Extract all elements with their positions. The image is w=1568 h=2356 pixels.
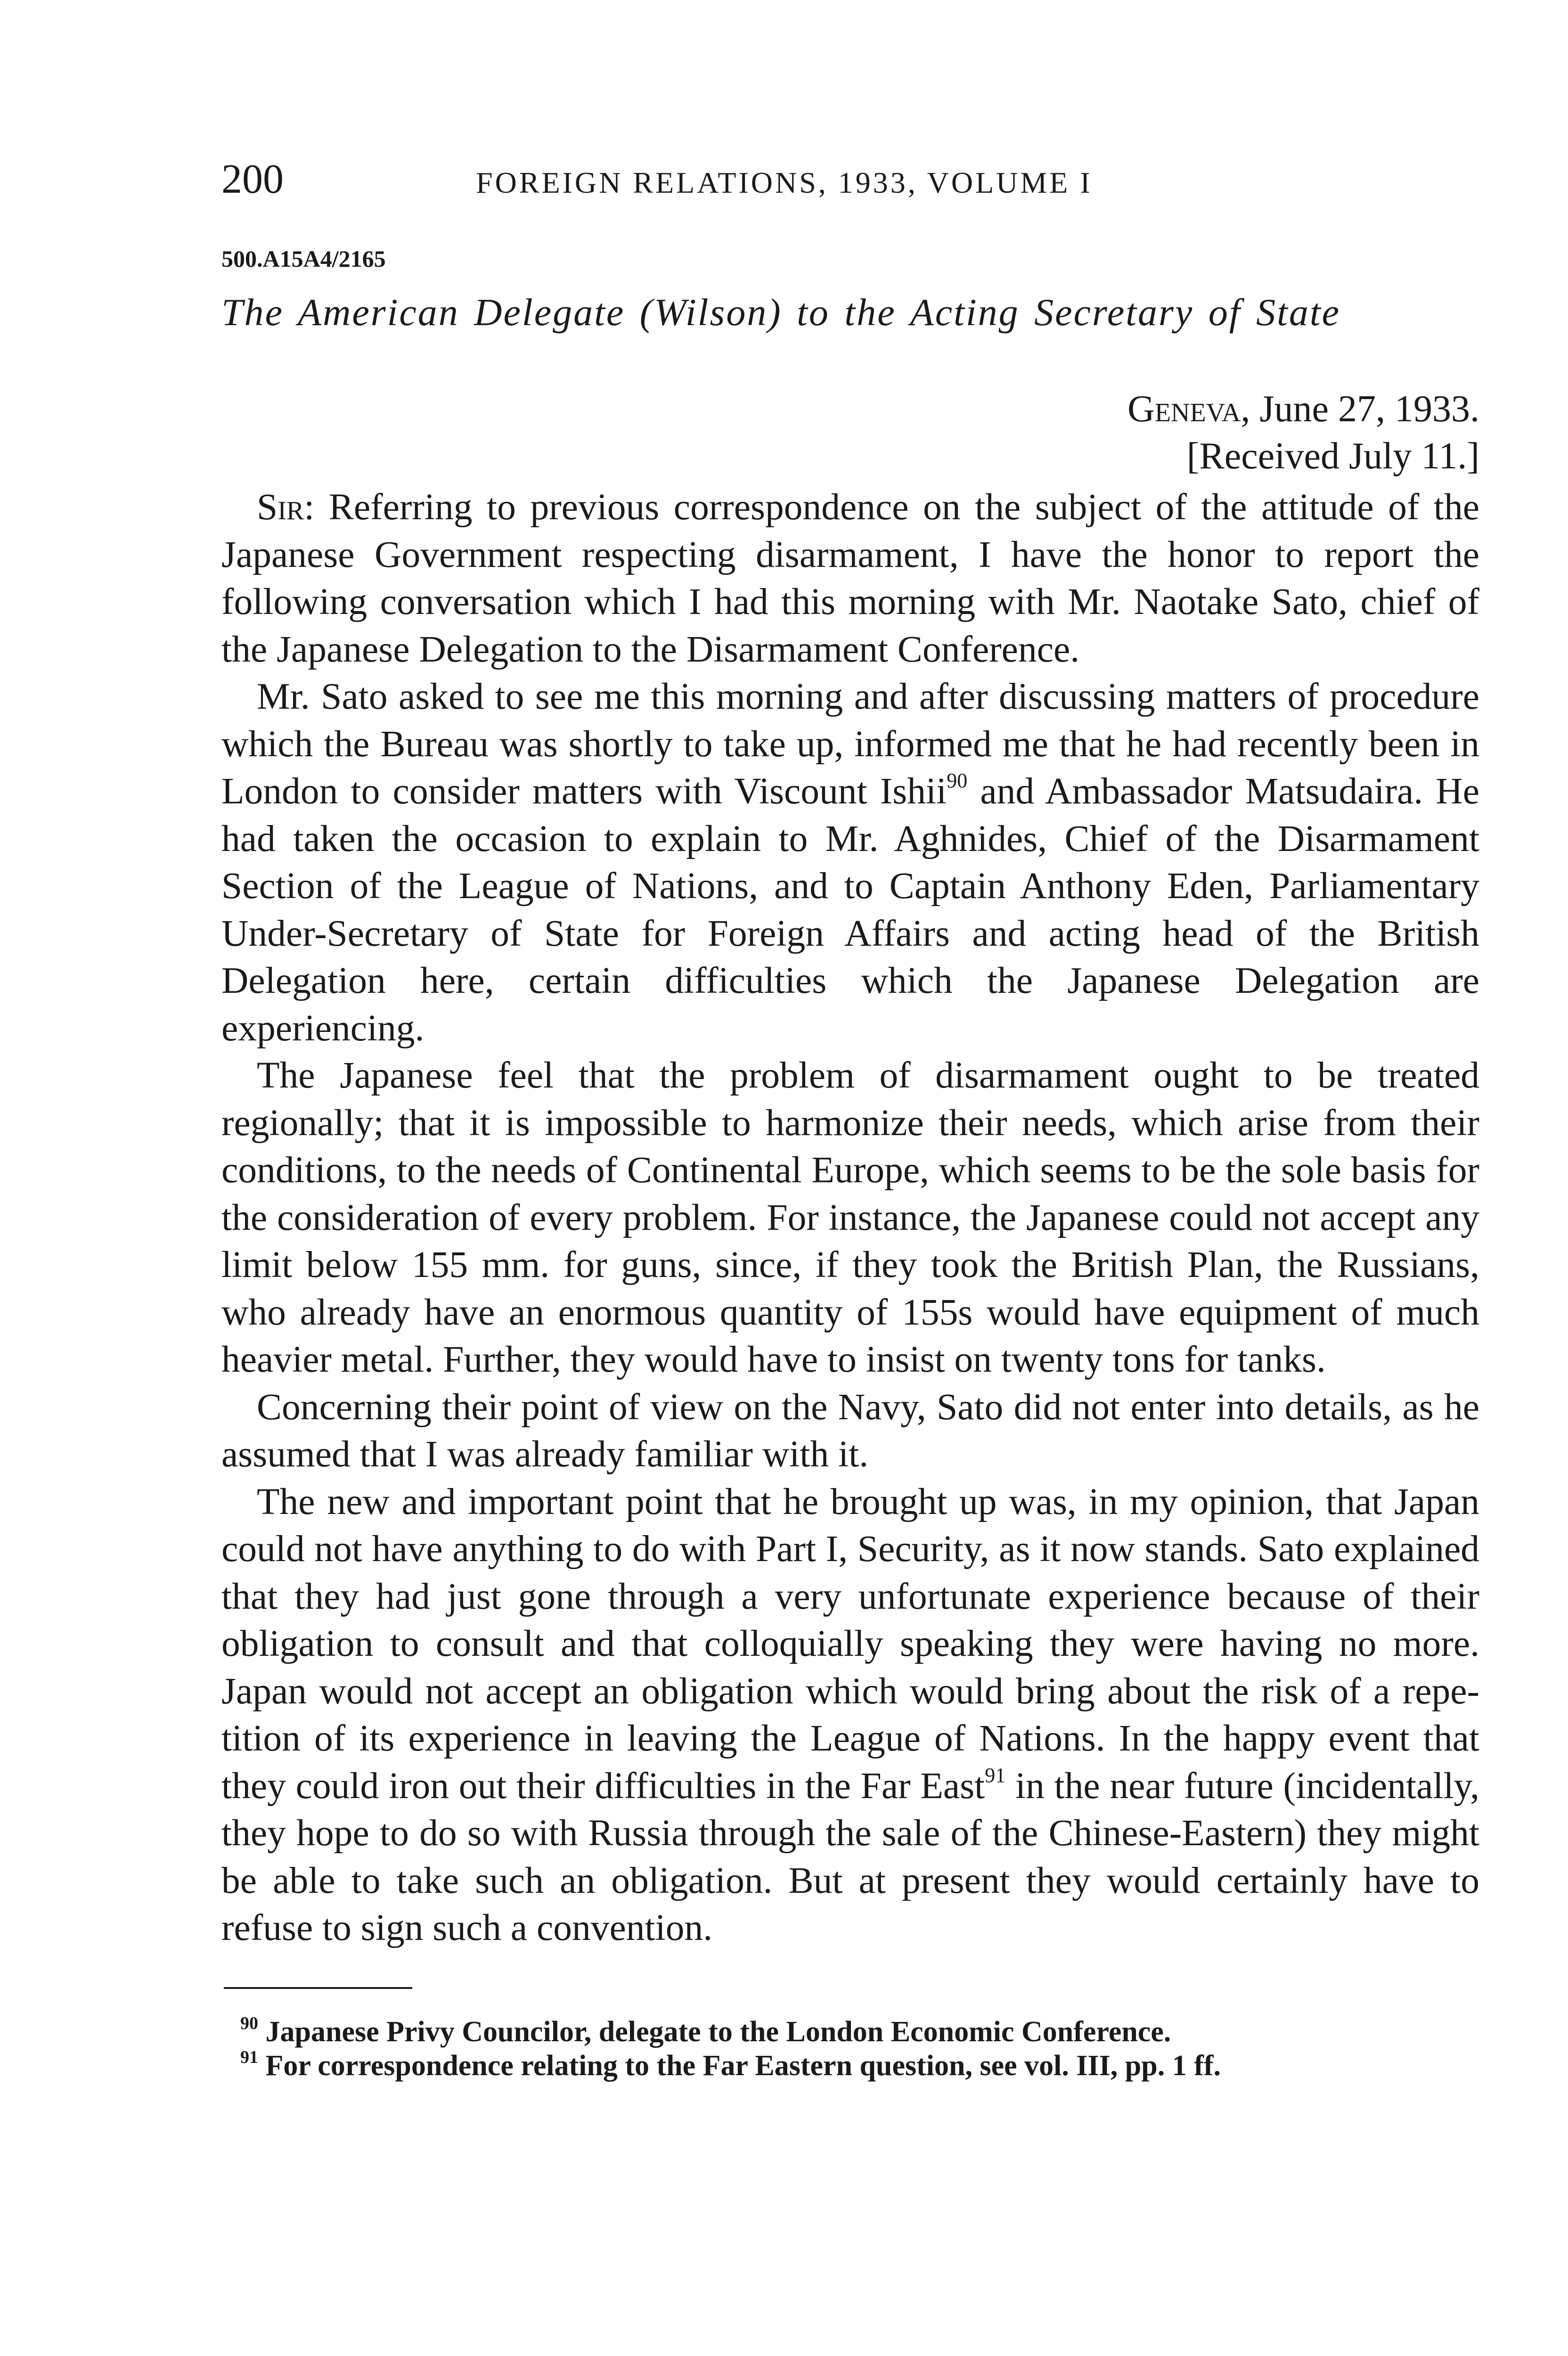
paragraph-5-text-b: in the near future (incidentally, they hope to do so with Russia through the sale of the Chinese-Eastern) they might be able to take such an obligation. But at present they would certainly have to refuse to sign such a convention.: [221, 1765, 1479, 1948]
page-number: 200: [221, 156, 284, 202]
dateline: [221, 385, 1479, 480]
dateline-place: Geneva,: [1127, 388, 1250, 430]
footnote-marker: 90: [240, 2013, 258, 2033]
running-head: [221, 155, 1479, 203]
dateline-date: June 27, 1933.: [1259, 388, 1479, 430]
file-number: 500.A15A4/2165: [221, 245, 386, 272]
footnote-marker: 91: [240, 2047, 258, 2067]
footnote-90: [221, 2015, 1479, 2049]
footnote-text: Japanese Privy Councilor, delegate to the London Economic Conference.: [265, 2015, 1171, 2048]
paragraph-2: [221, 673, 1479, 1052]
running-title: FOREIGN RELATIONS, 1933, VOLUME I: [476, 166, 1093, 199]
paragraph-5: [221, 1478, 1479, 1952]
received-date: [Received July 11.]: [1186, 435, 1479, 477]
footnote-ref-91: 91: [985, 1763, 1006, 1787]
paragraph-1: [221, 483, 1479, 673]
paragraph-3: The Japanese feel that the problem of disarmament ought to be treated regionally; that it is impossible to harmonize their needs, which arise from their conditions, to the needs of Continental Europe, which seems to be the sole basis for the consideration of every problem. For instance, the Japanese could not accept any limit below 155 mm. for guns, since, if they took the British Plan, the Russians, who already have an enormous quantity of 155s would have equipment of much heavier metal. Further, they would have to insist on twenty tons for tanks.: [221, 1055, 1479, 1380]
paragraph-5-text-a: The new and important point that he brought up was, in my opinion, that Japan could not have anything to do with Part I, Security, as it now stands. Sato explained that they had just gone through a very unfortunate experience because of their obligation to consult and that colloquially speaking they were having no more. Japan would not accept an obligation which would bring about the risk of a repetition of its experience in leaving the League of Nations. In the happy event that they could iron out their difficulties in the Far East: [221, 1481, 1479, 1807]
footnote-ref-90: 90: [947, 769, 968, 792]
paragraph-2-text-a: Mr. Sato asked to see me this morning and after discussing matters of procedure which the Bureau was shortly to take up, informed me that he had recently been in London to consider matters with Viscount Ishii: [221, 676, 1479, 812]
paragraph-4: Concerning their point of view on the Navy, Sato did not enter into details, as he assumed that I was already familiar with it.: [221, 1386, 1479, 1475]
document-page: [221, 155, 1479, 2083]
salutation: Sir:: [257, 486, 315, 528]
footnote-rule: [224, 1987, 412, 1989]
letter-body: [221, 483, 1479, 1952]
footnote-text: For correspondence relating to the Far Eastern question, see vol. III, pp. 1 ff.: [265, 2049, 1221, 2082]
footnote-91: [221, 2049, 1479, 2083]
document-heading: The American Delegate (Wilson) to the Acting Secretary of State: [221, 291, 1341, 334]
paragraph-1-text: Referring to previous correspondence on the subject of the attitude of the Japanese Government respecting disarmament, I have the honor to report the following conversation which I had this morning with Mr. Naotake Sato, chief of the Japanese Delegation to the Disarmament Conference.: [221, 486, 1479, 670]
footnotes: [221, 2015, 1479, 2083]
paragraph-2-text-b: and Ambassador Matsudaira. He had taken the occasion to explain to Mr. Aghnides, Chief of the Disarmament Section of the League of Nations, and to Captain Anthony Eden, Parliamentary Under-Secretary of State for Foreign Affairs and acting head of the British Delegation here, certain difficulties which the Japanese Delegation are experiencing.: [221, 770, 1480, 1049]
dateline-place-date: [221, 385, 1479, 433]
